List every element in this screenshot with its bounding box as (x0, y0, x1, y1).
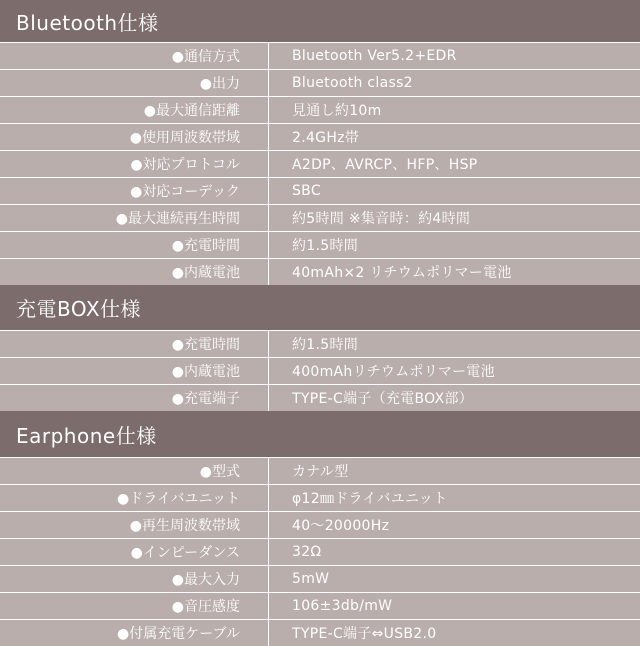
bluetooth-spec-title: Bluetooth仕様 (0, 0, 640, 42)
spec-value: 約1.5時間 (292, 337, 359, 353)
spec-row (0, 96, 640, 123)
spec-label: ●対応プロトコル (130, 157, 240, 173)
spec-label: ●内蔵電池 (171, 364, 240, 380)
charging-box-spec-title: 充電BOX仕様 (0, 285, 640, 330)
spec-label: ●使用周波数帯域 (129, 130, 240, 146)
spec-value: 約5時間 ※集音時：約4時間 (292, 211, 471, 227)
spec-row (0, 69, 640, 96)
spec-label: ●内蔵電池 (171, 265, 240, 281)
spec-value: カナル型 (292, 464, 349, 480)
spec-row (0, 231, 640, 258)
spec-row (0, 330, 640, 357)
spec-label: ●再生周波数帯域 (129, 518, 240, 534)
spec-label: ●ドライバユニット (117, 491, 240, 507)
spec-value: TYPE-C端子⇔USB2.0 (292, 626, 437, 642)
spec-value: Bluetooth Ver5.2+EDR (292, 48, 457, 64)
spec-label: ●充電時間 (171, 337, 240, 353)
spec-value: 32Ω (292, 544, 322, 560)
spec-value: SBC (292, 183, 321, 199)
spec-value: TYPE-C端子（充電BOX部） (292, 391, 474, 407)
spec-row (0, 565, 640, 592)
spec-label: ●インピーダンス (130, 545, 240, 561)
spec-label: ●充電端子 (171, 391, 240, 407)
spec-label: ●最大入力 (171, 572, 240, 588)
spec-label: ●型式 (199, 464, 240, 480)
spec-value: 見通し約10m (292, 103, 382, 119)
spec-row (0, 42, 640, 69)
spec-label: ●音圧感度 (171, 599, 240, 615)
spec-row (0, 177, 640, 204)
spec-row (0, 258, 640, 285)
spec-label: ●最大通信距離 (143, 103, 240, 119)
spec-value: A2DP、AVRCP、HFP、HSP (292, 157, 478, 173)
spec-value: 約1.5時間 (292, 238, 359, 254)
spec-row (0, 592, 640, 619)
spec-row (0, 123, 640, 150)
spec-label: ●対応コーデック (130, 184, 240, 200)
spec-label: ●出力 (199, 76, 240, 92)
spec-value: φ12㎜ドライバユニット (292, 491, 448, 507)
spec-value: 40mAh×2 リチウムポリマー電池 (292, 265, 512, 281)
charging-box-spec-section (0, 285, 640, 411)
spec-row (0, 619, 640, 646)
spec-label: ●付属充電ケーブル (117, 626, 240, 642)
spec-label: ●通信方式 (171, 49, 240, 65)
spec-row (0, 150, 640, 177)
spec-value: 106±3db/mW (292, 598, 393, 614)
earphone-spec-title: Earphone仕様 (0, 411, 640, 457)
spec-row (0, 457, 640, 484)
spec-row (0, 384, 640, 411)
spec-value: 400mAhリチウムポリマー電池 (292, 364, 495, 380)
spec-label: ●最大連続再生時間 (115, 211, 240, 227)
spec-row (0, 538, 640, 565)
spec-row (0, 357, 640, 384)
spec-label: ●充電時間 (171, 238, 240, 254)
bluetooth-spec-section (0, 0, 640, 285)
earphone-spec-section (0, 411, 640, 646)
spec-row (0, 511, 640, 538)
spec-value: Bluetooth class2 (292, 75, 413, 91)
spec-value: 2.4GHz帯 (292, 130, 360, 146)
spec-row (0, 484, 640, 511)
spec-value: 40～20000Hz (292, 518, 390, 534)
spec-row (0, 204, 640, 231)
spec-value: 5mW (292, 571, 330, 587)
